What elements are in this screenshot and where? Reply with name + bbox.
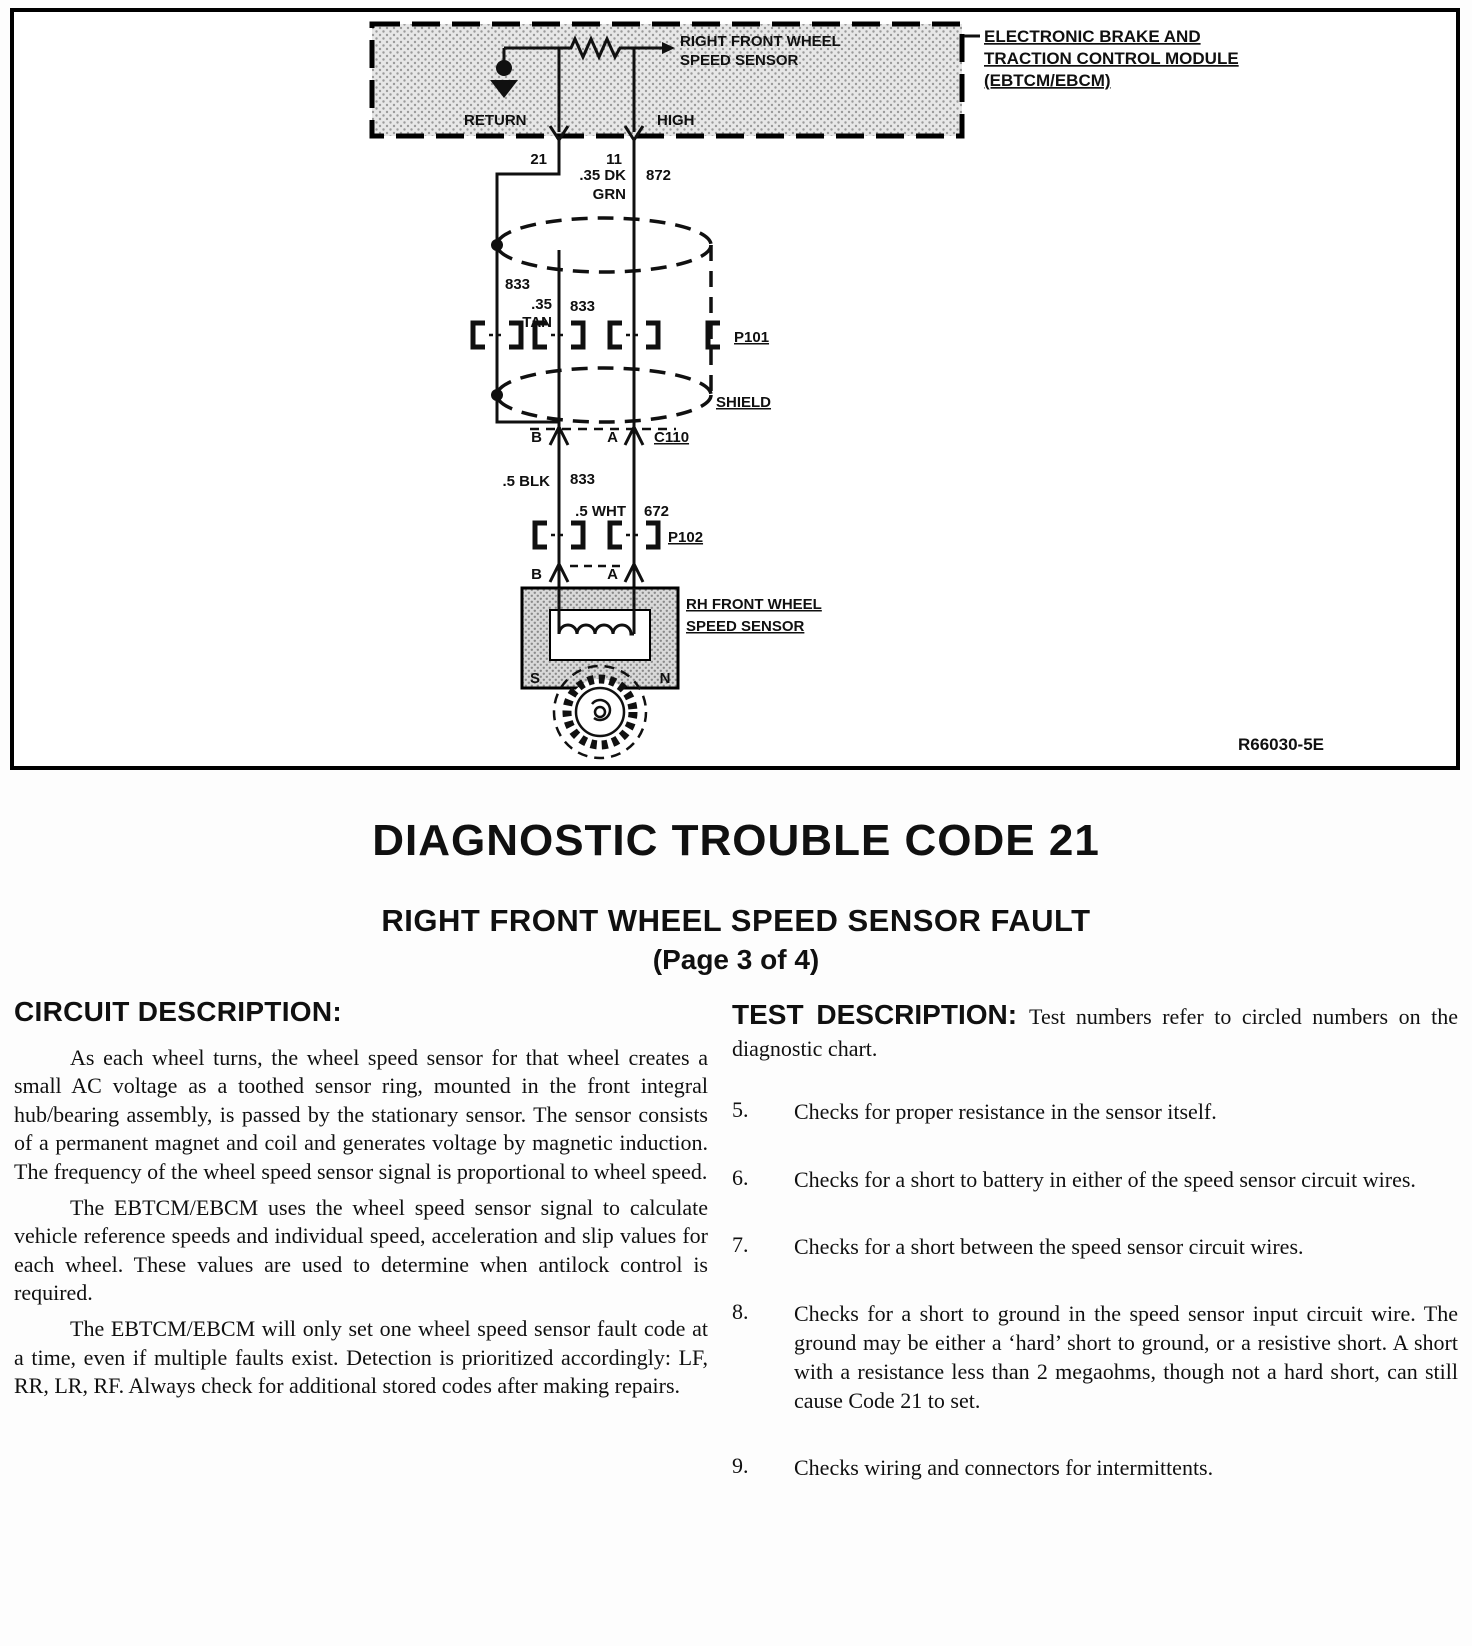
pin-b-c110-label: B xyxy=(531,429,542,446)
wire-color-blk-label: .5 BLK xyxy=(502,473,550,490)
high-label: HIGH xyxy=(657,112,695,129)
circuit-833-drain-label: 833 xyxy=(505,276,531,293)
return-label: RETURN xyxy=(464,112,527,129)
wiring-diagram xyxy=(14,12,1456,766)
tone-ring-hub xyxy=(595,707,605,717)
connector-p101 xyxy=(473,323,769,347)
circuit-672-lower-label: 672 xyxy=(644,503,670,520)
sensor-label-line1: RH FRONT WHEEL xyxy=(686,596,822,613)
circuit-872-upper-label: 872 xyxy=(646,167,672,184)
pin-11-label: 11 xyxy=(606,151,622,168)
test-description-intro-text: Test numbers refer to circled numbers on the diagnostic chart. xyxy=(732,1004,1458,1061)
test-item-text: Checks for a short to battery in either of the speed sensor circuit wires. xyxy=(794,1166,1416,1192)
sensor-north-label: N xyxy=(659,670,671,687)
page-title: DIAGNOSTIC TROUBLE CODE 21 xyxy=(372,816,1100,865)
connector-c110 xyxy=(530,427,689,446)
circuit-description-section xyxy=(14,996,708,1409)
test-item-text: Checks for a short to ground in the speed sensor input circuit wire. The ground may be either a ‘hard’ short to ground, or a resistive short. A short with a resistance less than 2 megaohms, though not a hard short, can still cause Code 21 to set. xyxy=(794,1300,1458,1413)
wheel-speed-sensor xyxy=(522,588,822,758)
circuit-description-heading: CIRCUIT DESCRIPTION: xyxy=(14,996,342,1027)
wire-gauge-tan-line1: .35 xyxy=(531,296,552,313)
test-item-9 xyxy=(732,1453,1458,1482)
figure-reference: R66030-5E xyxy=(1238,735,1325,754)
test-description-intro xyxy=(732,996,1458,1063)
test-item-text: Checks for proper resistance in the sensor itself. xyxy=(794,1099,1217,1125)
sensor-label-line2: SPEED SENSOR xyxy=(686,618,805,635)
wire-color-wht-label: .5 WHT xyxy=(575,503,626,520)
wiring-diagram-frame xyxy=(10,8,1460,770)
wire-color-dkgrn-line2: GRN xyxy=(592,186,626,203)
circuit-description-paragraph-3: The EBTCM/EBCM will only set one wheel speed sensor fault code at a time, even if multiple faults exist. Detection is prioritized accordingly: LF, RR, LR, RF. Always check for additional stored codes after making repairs. xyxy=(14,1316,708,1399)
test-item-number: 5. xyxy=(732,1097,749,1123)
circuit-description-paragraph-1: As each wheel turns, the wheel speed sensor for that wheel creates a small AC voltage as a toothed sensor ring, mounted in the front integral hub/bearing assembly, is passed by the stationary sensor. The sensor consists of a permanent magnet and coil and generates voltage by magnetic induction. The frequency of the wheel speed sensor signal is proportional to wheel speed. xyxy=(14,1045,708,1184)
return-drain-wire xyxy=(497,140,559,588)
shield-tap-dot-top xyxy=(491,239,503,251)
pin-a-c110-label: A xyxy=(607,429,618,446)
test-description-section xyxy=(732,996,1458,1520)
test-item-number: 9. xyxy=(732,1452,749,1478)
pin-21-label: 21 xyxy=(530,151,547,168)
test-item-text: Checks wiring and connectors for intermittents. xyxy=(794,1454,1214,1480)
test-item-7 xyxy=(732,1232,1458,1261)
wire-color-tan-line2: TAN xyxy=(522,314,552,331)
module-internal-label-line1: RIGHT FRONT WHEEL xyxy=(680,33,841,50)
test-description-heading: TEST DESCRIPTION: xyxy=(732,999,1018,1030)
shield-tap-dot-bottom xyxy=(491,389,503,401)
test-item-6 xyxy=(732,1165,1458,1194)
circuit-833-lower-label: 833 xyxy=(570,471,596,488)
module-label-line2: TRACTION CONTROL MODULE xyxy=(984,49,1239,68)
circuit-833-shield-label: 833 xyxy=(570,298,596,315)
circuit-description-paragraph-2: The EBTCM/EBCM uses the wheel speed sensor signal to calculate vehicle reference speeds and individual speed, acceleration and slip values for each wheel. These values are used to determine when antilock control is required. xyxy=(14,1194,708,1305)
pin-a-sensor-label: A xyxy=(607,566,618,583)
wire-color-dkgrn-line1: .35 DK xyxy=(579,167,626,184)
module-label-line3: (EBTCM/EBCM) xyxy=(984,71,1111,90)
connector-c110-label: C110 xyxy=(654,429,690,446)
page-subtitle: RIGHT FRONT WHEEL SPEED SENSOR FAULT xyxy=(381,903,1091,938)
test-item-number: 6. xyxy=(732,1164,749,1190)
test-item-number: 8. xyxy=(732,1298,749,1324)
shield-label: SHIELD xyxy=(716,394,772,411)
pin-b-sensor-label: B xyxy=(531,566,542,583)
connector-p102-label: P102 xyxy=(668,529,704,546)
module-internal-label-line2: SPEED SENSOR xyxy=(680,52,799,69)
ebtcm-module xyxy=(372,24,1239,140)
test-item-text: Checks for a short between the speed sensor circuit wires. xyxy=(794,1233,1304,1259)
connector-p101-label: P101 xyxy=(734,329,770,346)
connector-sensor-pigtail xyxy=(531,564,643,583)
test-item-number: 7. xyxy=(732,1231,749,1257)
sensor-south-label: S xyxy=(529,670,541,687)
page-indicator: (Page 3 of 4) xyxy=(652,944,820,975)
test-item-5 xyxy=(732,1097,1458,1126)
shield-assembly xyxy=(491,218,771,422)
test-item-8 xyxy=(732,1299,1458,1415)
module-label-line1: ELECTRONIC BRAKE AND xyxy=(984,27,1201,46)
